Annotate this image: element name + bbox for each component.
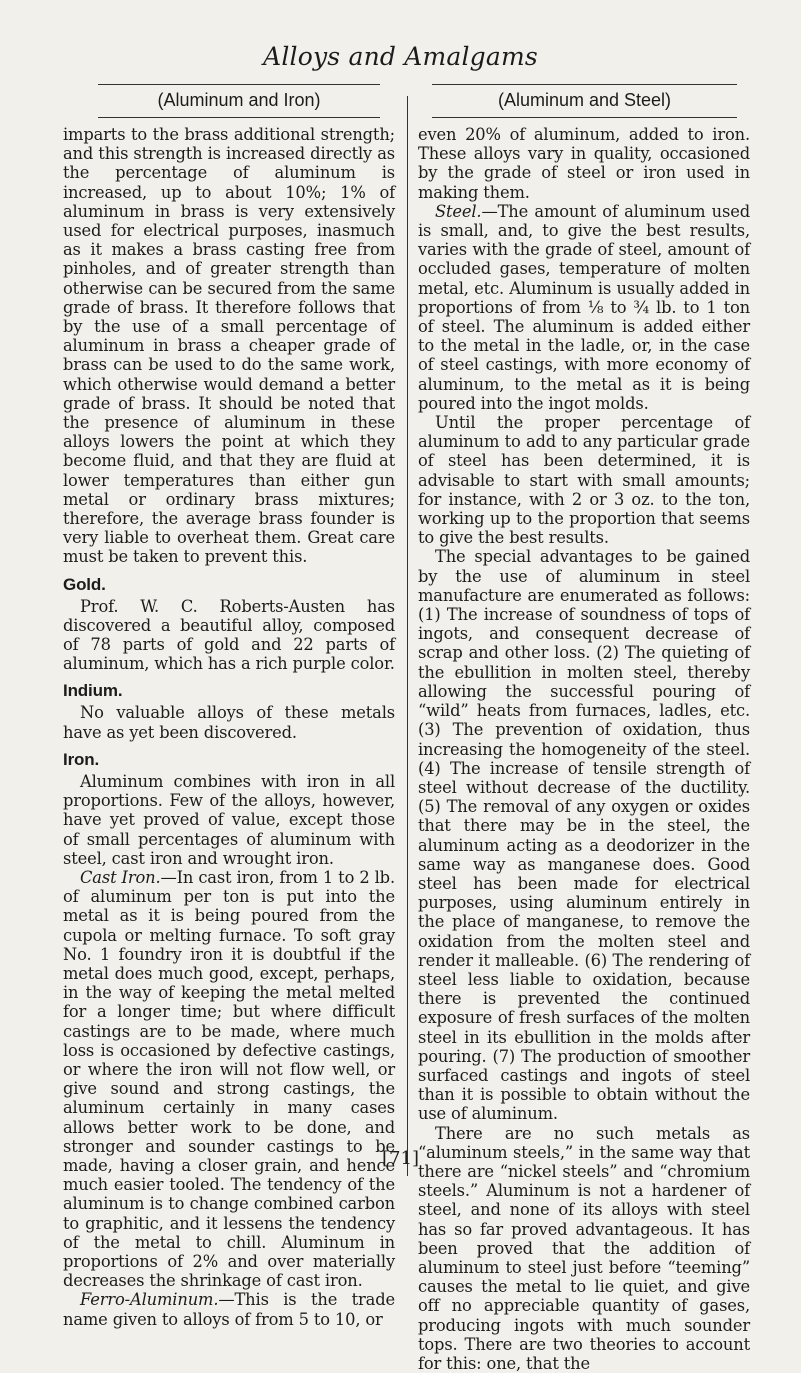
advantages-paragraph: The special advantages to be gained by the use of aluminum in steel manufacture are enumerated as follows: (1) The increase of soundness of tops of ingots, and consequent decrease of scrap and other loss. (2) The quieting of the ebullition in molten steel, thereby allowing the successful pouring of “wild” heats from furnaces, ladles, etc. (3) The prevention of oxidation, thus increasing the homogeneity of the steel. (4) The increase of tensile strength of steel without decrease of the ductility. (5) The removal of any oxygen or oxides that there may be in the steel, the aluminum acting as a deodorizer in the same way as manganese does. Good steel has been made for electrical purposes, using aluminum entirely in the place of manganese, to remove the oxidation from the molten steel and render it malleable. (6) The rendering of steel less liable to oxidation, because there is prevented the continued exposure of fresh surfaces of the molten steel in its ebullition in the molds after pouring. (7) The production of smoother surfaced castings and ingots of steel than it is possible to obtain without the use of aluminum. <box>418 547 750 1124</box>
cast-iron-label: Cast Iron. <box>80 867 161 887</box>
right-column-title: (Aluminum and Steel) <box>497 90 672 110</box>
cast-iron-text: —In cast iron, from 1 to 2 lb. of aluminum per ton is put into the metal as it is being poured from the cupola or melting furnace. To soft gray No. 1 foundry iron it is doubtful if the metal does much good, except, perhaps, in the way of keeping the metal melted for a longer time; but where difficult castings are to be made, where much loss is occasioned by defective castings, or where the iron will not flow well, or give sound and strong castings, the aluminum certainly in many cases allows better work to be done, and stronger and sounder castings to be made, having a closer grain, and hence much easier tooled. The tendency of the aluminum is to change combined carbon to graphitic, and it lessens the tendency of the metal to chill. Aluminum in proportions of 2% and over materially decreases the shrinkage of cast iron. <box>63 867 395 1291</box>
header-rule-left <box>98 84 380 85</box>
percentage-paragraph: Until the proper percentage of aluminum to add to any particular grade of steel has been determined, it is advisable to start with small amounts; for instance, with 2 or 3 oz. to the ton, working up to the proportion that seems to give the best results. <box>418 413 750 548</box>
right-column-rule <box>432 117 737 118</box>
iron-paragraph: Aluminum combines with iron in all proportions. Few of the alloys, however, have yet proved of value, except those of small percentages of aluminum with steel, cast iron and wrought iron. <box>63 771 395 868</box>
ferro-continued-paragraph: even 20% of aluminum, added to iron. These alloys vary in quality, occasioned by the grade of steel or iron used in making them. <box>418 125 750 202</box>
steel-label: Steel. <box>435 201 482 221</box>
steel-text: —The amount of aluminum used is small, and, to give the best results, varies with the grade of steel, amount of occluded gases, temperature of molten metal, etc. Aluminum is usually added in proportions of from ⅛ to ¾ lb. to 1 ton of steel. The aluminum is added either to the metal in the ladle, or, in the case of steel castings, with more economy of aluminum, to the metal as it is being poured into the ingot molds. <box>418 201 750 413</box>
ferro-aluminum-paragraph <box>63 1290 395 1328</box>
cast-iron-paragraph <box>63 868 395 1290</box>
iron-heading: Iron. <box>63 749 100 769</box>
steel-paragraph <box>418 202 750 413</box>
ferro-aluminum-label: Ferro-Aluminum. <box>80 1290 219 1310</box>
left-column-title: (Aluminum and Iron) <box>157 90 321 110</box>
left-column-rule <box>98 117 380 118</box>
header-rule-right <box>432 84 737 85</box>
page-title: Alloys and Amalgams <box>263 42 538 71</box>
ferro-aluminum-text: —This is the trade name given to alloys of from 5 to 10, or <box>63 1290 395 1329</box>
gold-paragraph: Prof. W. C. Roberts-Austen has discovered a beautiful alloy, composed of 78 parts of gold and 22 parts of aluminum, which has a rich purple color. <box>63 596 395 674</box>
right-column <box>418 125 750 1373</box>
gold-heading: Gold. <box>63 574 106 594</box>
aluminum-steels-paragraph: There are no such metals as “aluminum steels,” in the same way that there are “nickel steels” and “chromium steels.” Aluminum is not a hardener of steel, and none of its alloys with steel has so far proved advantageous. It has been proved that the addition of aluminum to steel just before “teeming” causes the metal to lie quiet, and give off no appreciable quantity of gases, producing ingots with much sounder tops. There are two theories to account for this: one, that the <box>418 1123 750 1373</box>
brass-paragraph: imparts to the brass additional strength; and this strength is increased directly as the percentage of aluminum is increased, up to about 10%; 1% of aluminum in brass is very extensively used for electrical purposes, inasmuch as it makes a brass casting free from pinholes, and of greater strength than otherwise can be secured from the same grade of brass. It therefore follows that by the use of a small percentage of aluminum in brass a cheaper grade of brass can be used to do the same work, which otherwise would demand a better grade of brass. It should be noted that the presence of aluminum in these alloys lowers the point at which they become fluid, and that they are fluid at lower temperatures than either gun metal or ordinary brass mixtures; therefore, the average brass founder is very liable to overheat them. Great care must be taken to prevent this. <box>63 125 395 567</box>
indium-paragraph: No valuable alloys of these metals have as yet been discovered. <box>63 703 395 742</box>
indium-heading: Indium. <box>63 681 123 701</box>
page-number: [71] <box>382 1148 419 1169</box>
column-divider <box>407 96 408 1176</box>
